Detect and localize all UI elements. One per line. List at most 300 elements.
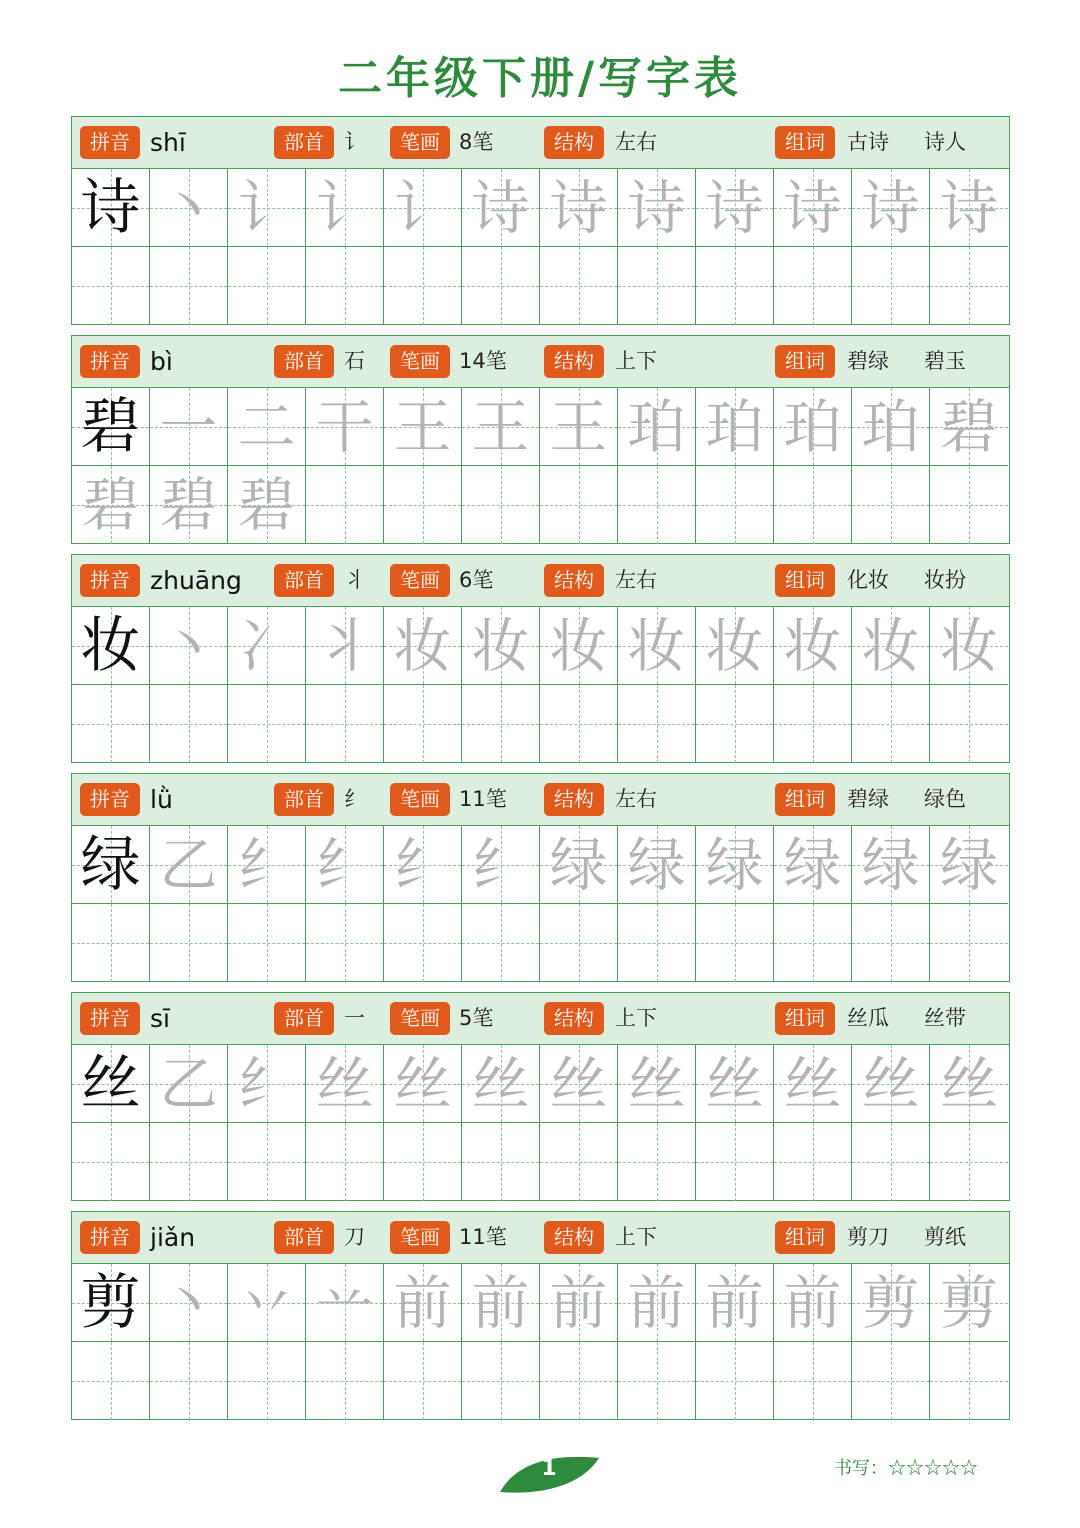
pinyin-tag: 拼音	[80, 1002, 140, 1035]
trace-character: 丝	[393, 1050, 452, 1118]
grid-cell[interactable]	[774, 1045, 852, 1123]
grid-cell[interactable]	[384, 388, 462, 466]
grid-cell[interactable]	[774, 904, 852, 982]
trace-character: 妆	[627, 612, 686, 680]
words-tag: 组词	[775, 126, 835, 159]
trace-character: 碧	[159, 471, 218, 539]
grid-cell[interactable]	[228, 607, 306, 685]
grid-cell[interactable]	[150, 1123, 228, 1201]
radical-value: 丬	[344, 568, 365, 592]
grid-cell[interactable]	[618, 1045, 696, 1123]
trace-character: 讠	[237, 174, 296, 242]
radical-tag: 部首	[274, 564, 334, 597]
trace-character: 前	[627, 1269, 686, 1337]
trace-character: 丶	[159, 612, 218, 680]
grid-cell[interactable]	[540, 904, 618, 982]
grid-cell[interactable]	[540, 1123, 618, 1201]
grid-cell[interactable]	[696, 1045, 774, 1123]
word-2: 剪纸	[924, 1225, 966, 1249]
words-tag: 组词	[775, 345, 835, 378]
grid-cell[interactable]	[306, 1264, 384, 1342]
trace-character: 前	[549, 1269, 608, 1337]
grid-cell[interactable]	[72, 169, 150, 247]
grid-cell[interactable]	[306, 388, 384, 466]
grid-cell[interactable]	[462, 1342, 540, 1420]
trace-character: 纟	[471, 831, 530, 899]
page-number-leaf	[498, 1452, 600, 1494]
strokes-tag: 笔画	[390, 126, 450, 159]
grid-cell[interactable]	[852, 685, 930, 763]
trace-character: 丝	[939, 1050, 998, 1118]
grid-cell[interactable]	[930, 1264, 1008, 1342]
word-2: 丝带	[924, 1006, 966, 1030]
trace-character: 珀	[627, 393, 686, 461]
trace-character: 丝	[627, 1050, 686, 1118]
grid-cell[interactable]	[72, 1342, 150, 1420]
grid-cell[interactable]	[384, 1045, 462, 1123]
trace-character: 一	[159, 393, 218, 461]
grid-cell[interactable]	[384, 1123, 462, 1201]
grid-cell[interactable]	[306, 904, 384, 982]
writing-grid	[72, 169, 1009, 324]
writing-grid	[72, 1045, 1009, 1200]
grid-cell[interactable]	[774, 388, 852, 466]
trace-character: 绿	[939, 831, 998, 899]
grid-cell[interactable]	[228, 904, 306, 982]
radical-tag: 部首	[274, 1002, 334, 1035]
character-block	[71, 1211, 1010, 1420]
structure-value: 上下	[615, 1225, 657, 1249]
strokes-tag: 笔画	[390, 564, 450, 597]
word-1: 化妆	[847, 568, 889, 592]
grid-cell[interactable]	[618, 1264, 696, 1342]
grid-cell[interactable]	[228, 826, 306, 904]
grid-cell[interactable]	[930, 1045, 1008, 1123]
trace-character: 王	[471, 393, 530, 461]
grid-cell[interactable]	[930, 247, 1008, 325]
grid-cell[interactable]	[384, 607, 462, 685]
trace-character: 诗	[861, 174, 920, 242]
grid-cell[interactable]	[540, 1045, 618, 1123]
grid-cell[interactable]	[384, 169, 462, 247]
grid-cell[interactable]	[150, 1342, 228, 1420]
grid-cell[interactable]	[852, 169, 930, 247]
grid-cell[interactable]	[306, 1123, 384, 1201]
character-info-bar	[72, 336, 1009, 388]
grid-cell[interactable]	[774, 466, 852, 544]
trace-character: 二	[237, 393, 296, 461]
grid-cell[interactable]	[774, 169, 852, 247]
grid-cell[interactable]	[384, 1264, 462, 1342]
grid-cell[interactable]	[618, 388, 696, 466]
grid-cell[interactable]	[540, 169, 618, 247]
structure-value: 左右	[615, 568, 657, 592]
grid-cell[interactable]	[72, 1123, 150, 1201]
pinyin-value: jiǎn	[150, 1223, 196, 1252]
character-block	[71, 992, 1010, 1201]
grid-cell[interactable]	[618, 607, 696, 685]
trace-character: 绿	[549, 831, 608, 899]
grid-cell[interactable]	[852, 904, 930, 982]
grid-cell[interactable]	[462, 826, 540, 904]
pinyin-tag: 拼音	[80, 345, 140, 378]
grid-cell[interactable]	[150, 1264, 228, 1342]
trace-character: 诗	[471, 174, 530, 242]
grid-cell[interactable]	[228, 466, 306, 544]
grid-cell[interactable]	[618, 685, 696, 763]
grid-cell[interactable]	[540, 1264, 618, 1342]
radical-value: 纟	[344, 787, 365, 811]
trace-character: 碧	[81, 471, 140, 539]
pinyin-tag: 拼音	[80, 783, 140, 816]
grid-cell[interactable]	[306, 1045, 384, 1123]
grid-cell[interactable]	[696, 1123, 774, 1201]
grid-cell[interactable]	[306, 1342, 384, 1420]
grid-cell[interactable]	[852, 826, 930, 904]
trace-character: 纟	[237, 831, 296, 899]
model-character: 碧	[80, 392, 141, 462]
grid-cell[interactable]	[72, 904, 150, 982]
trace-character: 冫	[237, 612, 296, 680]
writing-grid	[72, 607, 1009, 762]
model-character: 绿	[80, 830, 141, 900]
grid-cell[interactable]	[618, 466, 696, 544]
grid-cell[interactable]	[696, 685, 774, 763]
grid-cell[interactable]	[930, 607, 1008, 685]
grid-cell[interactable]	[852, 1045, 930, 1123]
trace-character: 丶	[159, 174, 218, 242]
pinyin-value: bì	[150, 347, 173, 376]
grid-cell[interactable]	[72, 685, 150, 763]
trace-character: 纟	[393, 831, 452, 899]
grid-cell[interactable]	[618, 1123, 696, 1201]
word-2: 诗人	[924, 130, 966, 154]
trace-character: 前	[705, 1269, 764, 1337]
grid-cell[interactable]	[540, 1342, 618, 1420]
page-title: 二年级下册/写字表	[337, 53, 743, 104]
grid-cell[interactable]	[618, 247, 696, 325]
grid-cell[interactable]	[72, 1264, 150, 1342]
grid-cell[interactable]	[930, 1123, 1008, 1201]
grid-cell[interactable]	[228, 169, 306, 247]
grid-cell[interactable]	[462, 607, 540, 685]
word-2: 妆扮	[924, 568, 966, 592]
grid-cell[interactable]	[774, 685, 852, 763]
words-tag: 组词	[775, 783, 835, 816]
grid-cell[interactable]	[150, 247, 228, 325]
grid-cell[interactable]	[696, 904, 774, 982]
structure-tag: 结构	[544, 564, 604, 597]
grid-cell[interactable]	[696, 1342, 774, 1420]
grid-cell[interactable]	[774, 1342, 852, 1420]
grid-cell[interactable]	[930, 388, 1008, 466]
model-character: 诗	[80, 173, 141, 243]
structure-tag: 结构	[544, 1221, 604, 1254]
trace-character: 丝	[861, 1050, 920, 1118]
grid-cell[interactable]	[930, 169, 1008, 247]
grid-cell[interactable]	[150, 685, 228, 763]
radical-value: 一	[344, 1006, 365, 1030]
grid-cell[interactable]	[618, 826, 696, 904]
strokes-tag: 笔画	[390, 1002, 450, 1035]
word-1: 古诗	[847, 130, 889, 154]
character-block	[71, 116, 1010, 325]
structure-value: 上下	[615, 349, 657, 373]
trace-character: 诗	[705, 174, 764, 242]
grid-cell[interactable]	[462, 1045, 540, 1123]
trace-character: 讠	[315, 174, 374, 242]
grid-cell[interactable]	[462, 1123, 540, 1201]
grid-cell[interactable]	[852, 466, 930, 544]
page-number: 1	[541, 1456, 557, 1481]
strokes-value: 8笔	[459, 130, 494, 154]
trace-character: 碧	[237, 471, 296, 539]
word-1: 剪刀	[847, 1225, 889, 1249]
structure-value: 左右	[615, 130, 657, 154]
trace-character: 妆	[783, 612, 842, 680]
grid-cell[interactable]	[306, 247, 384, 325]
radical-tag: 部首	[274, 783, 334, 816]
trace-character: 乙	[159, 831, 218, 899]
radical-tag: 部首	[274, 1221, 334, 1254]
trace-character: 乙	[159, 1050, 218, 1118]
grid-cell[interactable]	[774, 247, 852, 325]
grid-cell[interactable]	[228, 1342, 306, 1420]
word-1: 碧绿	[847, 349, 889, 373]
pinyin-tag: 拼音	[80, 1221, 140, 1254]
grid-cell[interactable]	[462, 388, 540, 466]
trace-character: 珀	[705, 393, 764, 461]
grid-cell[interactable]	[72, 607, 150, 685]
pinyin-value: zhuāng	[150, 566, 242, 595]
trace-character: 王	[549, 393, 608, 461]
trace-character: 前	[471, 1269, 530, 1337]
grid-cell[interactable]	[72, 247, 150, 325]
pinyin-tag: 拼音	[80, 126, 140, 159]
grid-cell[interactable]	[72, 1045, 150, 1123]
grid-cell[interactable]	[306, 466, 384, 544]
trace-character: 丝	[549, 1050, 608, 1118]
grid-cell[interactable]	[150, 826, 228, 904]
trace-character: 妆	[471, 612, 530, 680]
grid-cell[interactable]	[930, 685, 1008, 763]
radical-tag: 部首	[274, 126, 334, 159]
character-info-bar	[72, 1212, 1009, 1264]
trace-character: 丶	[159, 1269, 218, 1337]
structure-tag: 结构	[544, 783, 604, 816]
grid-cell[interactable]	[696, 826, 774, 904]
grid-cell[interactable]	[72, 826, 150, 904]
grid-cell[interactable]	[384, 247, 462, 325]
grid-cell[interactable]	[930, 904, 1008, 982]
grid-cell[interactable]	[540, 466, 618, 544]
grid-cell[interactable]	[384, 685, 462, 763]
grid-cell[interactable]	[462, 685, 540, 763]
grid-cell[interactable]	[306, 607, 384, 685]
grid-cell[interactable]	[540, 685, 618, 763]
radical-value: 刀	[344, 1225, 365, 1249]
grid-cell[interactable]	[228, 685, 306, 763]
grid-cell[interactable]	[150, 388, 228, 466]
grid-cell[interactable]	[306, 169, 384, 247]
strokes-tag: 笔画	[390, 345, 450, 378]
grid-cell[interactable]	[306, 685, 384, 763]
words-tag: 组词	[775, 564, 835, 597]
trace-character: 前	[393, 1269, 452, 1337]
radical-tag: 部首	[274, 345, 334, 378]
trace-character: 丝	[783, 1050, 842, 1118]
trace-character: 剪	[939, 1269, 998, 1337]
pinyin-value: lǜ	[150, 785, 173, 814]
pinyin-value: shī	[150, 128, 186, 157]
trace-character: 诗	[549, 174, 608, 242]
strokes-tag: 笔画	[390, 1221, 450, 1254]
grid-cell[interactable]	[774, 826, 852, 904]
trace-character: 纟	[315, 831, 374, 899]
trace-character: 诗	[939, 174, 998, 242]
grid-cell[interactable]	[150, 1045, 228, 1123]
trace-character: 丝	[705, 1050, 764, 1118]
grid-cell[interactable]	[540, 607, 618, 685]
trace-character: 纟	[237, 1050, 296, 1118]
grid-cell[interactable]	[696, 388, 774, 466]
pinyin-tag: 拼音	[80, 564, 140, 597]
grid-cell[interactable]	[774, 607, 852, 685]
grid-cell[interactable]	[462, 466, 540, 544]
writing-grid	[72, 1264, 1009, 1419]
character-info-bar	[72, 555, 1009, 607]
word-2: 碧玉	[924, 349, 966, 373]
grid-cell[interactable]	[228, 247, 306, 325]
grid-cell[interactable]	[150, 169, 228, 247]
trace-character: 绿	[783, 831, 842, 899]
trace-character: 讠	[393, 174, 452, 242]
trace-character: 绿	[705, 831, 764, 899]
pinyin-value: sī	[150, 1004, 170, 1033]
trace-character: 䒑	[315, 1269, 374, 1337]
grid-cell[interactable]	[618, 904, 696, 982]
trace-character: 妆	[549, 612, 608, 680]
strokes-value: 6笔	[459, 568, 494, 592]
grid-cell[interactable]	[696, 247, 774, 325]
structure-tag: 结构	[544, 1002, 604, 1035]
grid-cell[interactable]	[618, 1342, 696, 1420]
grid-cell[interactable]	[696, 607, 774, 685]
strokes-value: 11笔	[459, 1225, 507, 1249]
words-tag: 组词	[775, 1221, 835, 1254]
strokes-value: 5笔	[459, 1006, 494, 1030]
word-2: 绿色	[924, 787, 966, 811]
grid-cell[interactable]	[852, 1123, 930, 1201]
grid-cell[interactable]	[72, 466, 150, 544]
word-1: 丝瓜	[847, 1006, 889, 1030]
trace-character: 妆	[393, 612, 452, 680]
writing-grid	[72, 388, 1009, 543]
grid-cell[interactable]	[930, 826, 1008, 904]
grid-cell[interactable]	[462, 247, 540, 325]
grid-cell[interactable]	[540, 826, 618, 904]
words-tag: 组词	[775, 1002, 835, 1035]
structure-value: 左右	[615, 787, 657, 811]
trace-character: 丝	[471, 1050, 530, 1118]
grid-cell[interactable]	[228, 1123, 306, 1201]
character-block	[71, 773, 1010, 982]
structure-tag: 结构	[544, 126, 604, 159]
model-character: 妆	[80, 611, 141, 681]
grid-cell[interactable]	[462, 904, 540, 982]
character-block	[71, 554, 1010, 763]
trace-character: 珀	[783, 393, 842, 461]
grid-cell[interactable]	[228, 388, 306, 466]
grid-cell[interactable]	[852, 1264, 930, 1342]
word-1: 碧绿	[847, 787, 889, 811]
trace-character: 干	[315, 393, 374, 461]
radical-value: 讠	[344, 130, 365, 154]
grid-cell[interactable]	[852, 1342, 930, 1420]
writing-grid	[72, 826, 1009, 981]
grid-cell[interactable]	[930, 1342, 1008, 1420]
grid-cell[interactable]	[852, 607, 930, 685]
trace-character: 绿	[627, 831, 686, 899]
grid-cell[interactable]	[384, 466, 462, 544]
grid-cell[interactable]	[696, 466, 774, 544]
grid-cell[interactable]	[150, 904, 228, 982]
character-info-bar	[72, 774, 1009, 826]
strokes-value: 11笔	[459, 787, 507, 811]
grid-cell[interactable]	[618, 169, 696, 247]
trace-character: 丝	[315, 1050, 374, 1118]
character-block	[71, 335, 1010, 544]
trace-character: 碧	[939, 393, 998, 461]
trace-character: 王	[393, 393, 452, 461]
grid-cell[interactable]	[228, 1264, 306, 1342]
grid-cell[interactable]	[930, 466, 1008, 544]
grid-cell[interactable]	[540, 247, 618, 325]
grid-cell[interactable]	[462, 1264, 540, 1342]
trace-character: 妆	[705, 612, 764, 680]
grid-cell[interactable]	[384, 904, 462, 982]
strokes-value: 14笔	[459, 349, 507, 373]
model-character: 丝	[80, 1049, 141, 1119]
grid-cell[interactable]	[696, 1264, 774, 1342]
grid-cell[interactable]	[462, 169, 540, 247]
grid-cell[interactable]	[384, 826, 462, 904]
trace-character: 妆	[861, 612, 920, 680]
radical-value: 石	[344, 349, 365, 373]
structure-tag: 结构	[544, 345, 604, 378]
grid-cell[interactable]	[852, 388, 930, 466]
trace-character: 丬	[315, 612, 374, 680]
grid-cell[interactable]	[540, 388, 618, 466]
grid-cell[interactable]	[150, 607, 228, 685]
grid-cell[interactable]	[852, 247, 930, 325]
grid-cell[interactable]	[228, 1045, 306, 1123]
trace-character: 剪	[861, 1269, 920, 1337]
character-info-bar	[72, 117, 1009, 169]
writing-rating: 书写：☆☆☆☆☆	[834, 1458, 978, 1479]
model-character: 剪	[80, 1268, 141, 1338]
grid-cell[interactable]	[306, 826, 384, 904]
trace-character: 珀	[861, 393, 920, 461]
trace-character: 妆	[939, 612, 998, 680]
grid-cell[interactable]	[696, 169, 774, 247]
grid-cell[interactable]	[774, 1264, 852, 1342]
grid-cell[interactable]	[384, 1342, 462, 1420]
character-info-bar	[72, 993, 1009, 1045]
grid-cell[interactable]	[150, 466, 228, 544]
grid-cell[interactable]	[774, 1123, 852, 1201]
grid-cell[interactable]	[72, 388, 150, 466]
